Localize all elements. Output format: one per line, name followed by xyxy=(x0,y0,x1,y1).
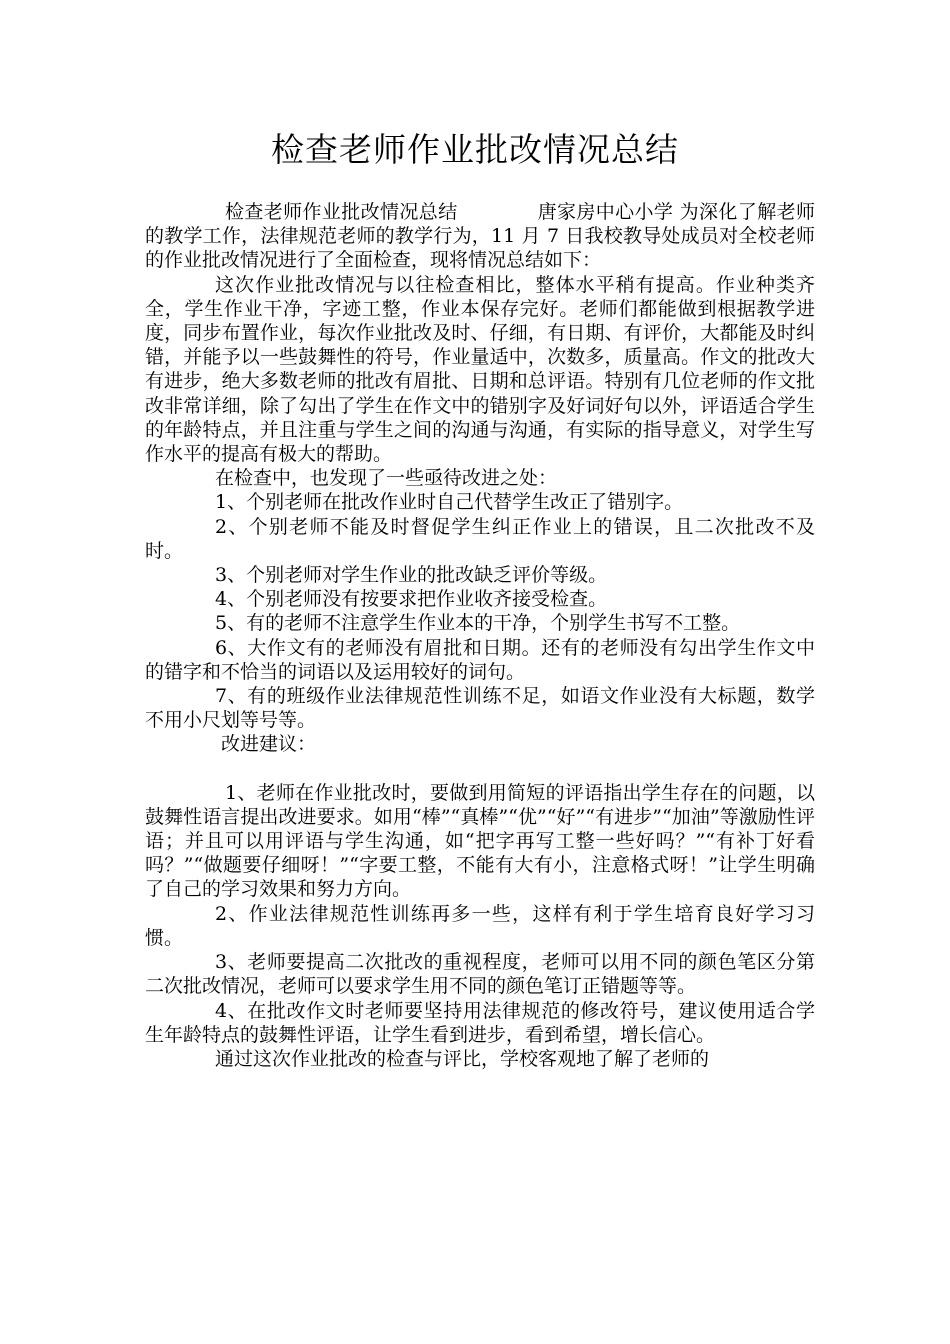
intro-paragraph xyxy=(145,200,815,273)
school-name: 唐家房中心小学 xyxy=(537,201,674,223)
problem-item: 1、个别老师在批改作业时自己代替学生改正了错别字。 xyxy=(215,491,684,514)
intro-heading: 检查老师作业批改情况总结 xyxy=(225,201,458,223)
suggestion-item: 3、老师要提高二次批改的重视程度，老师可以用不同的颜色笔区分第二次批改情况，老师可以要求学生用不同的颜色笔订正错题等等。 xyxy=(145,951,815,998)
suggestion-item: 1、老师在作业批改时，要做到用简短的评语指出学生存在的问题，以鼓舞性语言提出改进要求。如用“棒”“真棒”“优”“好”“有进步”“加油”等激励性评语；并且可以用评语与学生沟通，如“把字再写工整一些好吗？”“有补丁好看吗？”“做题要仔细呀！”“字要工整，不能有大有小，注意格式呀！”让学生明确了自己的学习效果和努力方向。 xyxy=(145,781,815,901)
overall-paragraph: 这次作业批改情况与以往检查相比，整体水平稍有提高。作业种类齐全，学生作业干净，字迹工整，作业本保存完好。老师们都能做到根据教学进度，同步布置作业，每次作业批改及时、仔细，有日期、有评价，大都能及时纠错，并能予以一些鼓舞性的符号，作业量适中，次数多，质量高。作文的批改大有进步，绝大多数老师的批改有眉批、日期和总评语。特别有几位老师的作文批改非常详细，除了勾出了学生在作文中的错别字及好词好句以外，评语适合学生的年龄特点，并且注重与学生之间的沟通与沟通，有实际的指导意义，对学生写作水平的提高有极大的帮助。 xyxy=(145,273,815,466)
suggestion-item: 4、在批改作文时老师要坚持用法律规范的修改符号，建议使用适合学生年龄特点的鼓舞性评语，让学生看到进步，看到希望，增长信心。 xyxy=(145,999,815,1046)
suggestions-heading: 改进建议： xyxy=(221,733,317,756)
problem-item: 2、个别老师不能及时督促学生纠正作业上的错误，且二次批改不及时。 xyxy=(145,515,815,562)
document-body xyxy=(145,200,815,1071)
problem-item: 3、个别老师对学生作业的批改缺乏评价等级。 xyxy=(215,564,608,587)
intro-text: 为深化了解老师的教学工作，法律规范老师的教学行为，11 月 7 日我校教导处成员对全校老师的作业批改情况进行了全面检查，现将情况总结如下： xyxy=(145,201,815,272)
blank-line xyxy=(145,757,815,781)
document-title: 检查老师作业批改情况总结 xyxy=(271,130,679,169)
closing-paragraph: 通过这次作业批改的检查与评比，学校客观地了解了老师的 xyxy=(215,1047,710,1070)
problems-intro: 在检查中，也发现了一些亟待改进之处： xyxy=(215,467,558,490)
problem-item: 6、大作文有的老师没有眉批和日期。还有的老师没有勾出学生作文中的错字和不恰当的词语以及运用较好的词句。 xyxy=(145,636,815,683)
problem-item: 5、有的老师不注意学生作业本的干净，个别学生书写不工整。 xyxy=(215,612,741,635)
suggestion-item: 2、作业法律规范性训练再多一些，这样有利于学生培育良好学习习惯。 xyxy=(145,902,815,949)
problem-item: 4、个别老师没有按要求把作业收齐接受检查。 xyxy=(215,588,608,611)
problem-item: 7、有的班级作业法律规范性训练不足，如语文作业没有大标题，数学不用小尺划等号等。 xyxy=(145,685,815,732)
